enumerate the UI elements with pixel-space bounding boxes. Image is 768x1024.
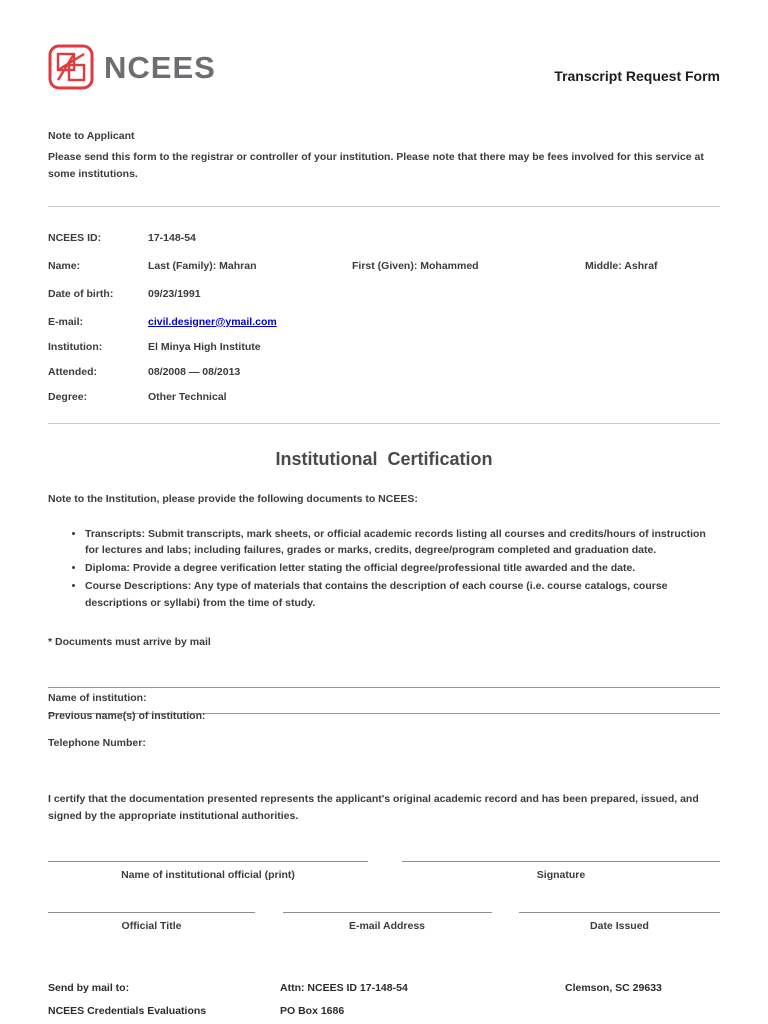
certify-statement: I certify that the documentation presented represents the applicant's original academic record and has been prepared, issued, and signed by the appropriate institutional authorities. xyxy=(48,792,699,822)
previous-name-label: Previous name(s) of institution: xyxy=(48,709,206,722)
signature-label: Signature xyxy=(536,868,586,881)
signature-row-1 xyxy=(48,861,720,881)
degree-value: Other Technical xyxy=(148,390,227,403)
email-row xyxy=(48,316,720,328)
list-item-transcripts: • Transcripts: Submit transcripts, mark sheets, or official academic records listing all courses and credits/hours of instruction for lectures and labs; including failures, grades or marks, credits, degree/program completed and graduation date. xyxy=(85,526,720,559)
institution-writein-section xyxy=(48,687,720,749)
ncees-logo-icon xyxy=(48,44,94,90)
required-documents-list xyxy=(48,526,720,611)
degree-row xyxy=(48,391,720,403)
official-title-line xyxy=(48,912,255,913)
signature-cell xyxy=(402,861,720,881)
telephone-label: Telephone Number: xyxy=(48,736,146,749)
divider-middle xyxy=(48,423,720,424)
email-label: E-mail: xyxy=(48,315,84,328)
send-by-mail-column xyxy=(48,982,280,1024)
institution-row xyxy=(48,341,720,353)
date-issued-label: Date Issued xyxy=(590,919,649,932)
attn-line: Attn: NCEES ID 17-148-54 xyxy=(280,981,408,994)
certification-intro: Note to the Institution, please provide the following documents to NCEES: xyxy=(48,492,418,505)
date-of-birth-row xyxy=(48,288,720,300)
ncees-id-value: 17-148-54 xyxy=(148,231,196,244)
name-label: Name: xyxy=(48,259,81,272)
list-item-course-descriptions: • Course Descriptions: Any type of materials that contains the description of each course (i.e. course catalogs, course descriptions or syllabi) from the time of study. xyxy=(85,578,720,611)
note-to-applicant-section xyxy=(48,130,720,183)
list-item-diploma: • Diploma: Provide a degree verification letter stating the official degree/professional title awarded and the date. xyxy=(85,560,720,576)
email-address-cell xyxy=(283,912,492,932)
ncees-brand xyxy=(48,44,216,90)
city-state-zip: Clemson, SC 29633 xyxy=(565,981,662,994)
po-box: PO Box 1686 xyxy=(280,1004,345,1017)
official-name-line xyxy=(48,861,368,862)
degree-label: Degree: xyxy=(48,390,88,403)
email-link[interactable]: civil.designer@ymail.com xyxy=(148,315,277,328)
name-middle-value: Middle: Ashraf xyxy=(585,259,658,272)
date-issued-line xyxy=(519,912,720,913)
ncees-logo-text: NCEES xyxy=(104,49,216,85)
city-column xyxy=(565,982,720,1024)
writein-line-1 xyxy=(48,687,720,688)
ncees-id-row xyxy=(48,232,720,244)
official-title-label: Official Title xyxy=(121,919,182,932)
applicant-fields xyxy=(48,232,720,403)
attn-column xyxy=(280,982,565,1024)
date-of-birth-label: Date of birth: xyxy=(48,287,114,300)
divider-top xyxy=(48,206,720,207)
date-issued-cell xyxy=(519,912,720,932)
institution-name-label: Name of institution: xyxy=(48,691,147,704)
send-by-mail-label: Send by mail to: xyxy=(48,981,130,994)
attended-label: Attended: xyxy=(48,365,97,378)
note-heading: Note to Applicant xyxy=(48,130,135,142)
date-of-birth-value: 09/23/1991 xyxy=(148,287,201,300)
official-name-label: Name of institutional official (print) xyxy=(121,868,295,881)
attended-row xyxy=(48,366,720,378)
name-row xyxy=(48,260,720,272)
official-title-cell xyxy=(48,912,255,932)
email-address-line xyxy=(283,912,492,913)
send-org: NCEES Credentials Evaluations xyxy=(48,1004,207,1017)
signature-line xyxy=(402,861,720,862)
mailing-footer xyxy=(48,982,720,1024)
official-name-cell xyxy=(48,861,368,881)
attended-value: 08/2008 — 08/2013 xyxy=(148,365,241,378)
mail-note: * Documents must arrive by mail xyxy=(48,635,211,648)
header xyxy=(48,44,720,90)
name-first-value: First (Given): Mohammed xyxy=(352,259,479,272)
email-address-label: E-mail Address xyxy=(348,919,426,932)
ncees-id-label: NCEES ID: xyxy=(48,231,102,244)
note-body: Please send this form to the registrar or controller of your institution. Please note that there may be fees involved for this service at some institutions. xyxy=(48,151,704,180)
signature-row-2 xyxy=(48,912,720,932)
name-last-value: Last (Family): Mahran xyxy=(148,259,257,272)
certification-title: Institutional Certification xyxy=(275,448,493,469)
institution-label: Institution: xyxy=(48,340,103,353)
institution-value: El Minya High Institute xyxy=(148,340,261,353)
form-title: Transcript Request Form xyxy=(554,68,720,84)
